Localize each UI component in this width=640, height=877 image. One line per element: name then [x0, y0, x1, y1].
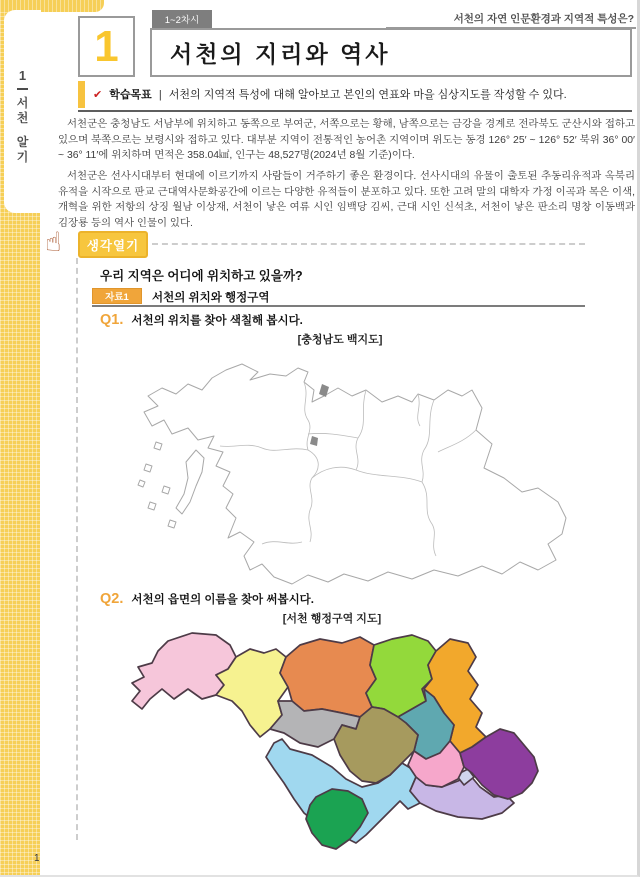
intro-paragraph-2: 서천군은 선사시대부터 현대에 이르기까지 사람들이 거주하기 좋은 환경이다. 선사시대의 유물이 출토된 추동리유적과 옥북리유적을 시작으로 판교 근대역사문화공간에 이르는 다양한 유적들이 분포하고 있다. 또한 고려 말의 대학자 가정 이곡과 목은 이색, 개혁을 위한 저항의 상징 월남 이상재, 서천이 낳은 여류 시인 임백당 김씨, 근대 시인 신석초, 서천이 낳은 판소리 명창 이동백과 김장룡 등의 역사 인물이 있다.	[58, 171, 635, 229]
objective-rule	[78, 110, 632, 112]
header-topic-rule	[386, 27, 636, 29]
intro-paragraph-1: 서천군은 충청남도 서남부에 위치하고 동쪽으로 부여군, 서쪽으로는 황해, 남쪽으로는 금강을 경계로 전라북도 군산시와 접하고 있으며 북쪽으로는 보령시와 접하고 있다. 대부분 지역이 전통적인 농어촌 지역이며 위도는 동경 126° 25′ ~ 126° 52′ 북위 36° 00′ ~ 36° 11′에 위치하며 면적은 358.04㎢, 인구는 48,527명(2024년 8월 기준)이다.	[58, 119, 635, 161]
sidebar-chapter-number: 1	[18, 68, 27, 83]
province-outline	[144, 364, 566, 584]
objective-accent-bar	[78, 81, 85, 108]
learning-objective	[93, 86, 633, 102]
q2-label: Q2.	[100, 591, 124, 607]
sidebar-title-top: 서천	[16, 96, 29, 125]
dashed-rule-vertical	[76, 258, 78, 840]
page-number: 1	[34, 853, 40, 864]
q2-text: 서천의 읍면의 이름을 찾아 써봅시다.	[131, 594, 314, 606]
q1-label: Q1.	[100, 312, 124, 328]
chungnam-outline-map[interactable]	[100, 346, 580, 586]
objective-label: 학습목표	[109, 89, 152, 101]
map1-caption: [충청남도 백지도]	[297, 334, 383, 346]
seocheon-district-map[interactable]	[118, 625, 542, 860]
unit-title: 서천의 지리와 역사	[170, 41, 391, 67]
sidebar-title-bottom: 알기	[16, 135, 29, 164]
sidebar-divider	[17, 88, 28, 90]
question-2-row	[100, 591, 314, 607]
islet-3	[162, 486, 170, 494]
data-source-caption: 서천의 위치와 행정구역	[152, 292, 270, 304]
data-source-rule	[92, 305, 585, 307]
check-icon: ✔	[93, 89, 103, 101]
unit-number: 1	[94, 21, 119, 71]
question-1-row	[100, 312, 303, 328]
objective-divider: |	[158, 89, 162, 101]
district-nw-pink[interactable]	[132, 633, 236, 709]
islet-2	[144, 464, 152, 472]
lesson-session-tab: 1~2차시	[152, 10, 212, 28]
islet-6	[138, 480, 145, 487]
dashed-rule-horizontal	[152, 243, 585, 245]
anmyeondo-island	[176, 450, 204, 514]
header-topic-text: 서천의 자연 인문환경과 지역적 특성은?	[453, 13, 634, 25]
map2-caption: [서천 행정구역 지도]	[282, 613, 382, 625]
q1-text: 서천의 위치를 찾아 색칠해 봅시다.	[131, 315, 303, 327]
islet-1	[154, 442, 162, 450]
islet-5	[168, 520, 176, 528]
islet-4	[148, 502, 156, 510]
data-source-badge: 자료1	[92, 288, 142, 304]
sidebar-chapter-tab	[4, 10, 41, 213]
pointing-hand-icon: ☝	[45, 227, 62, 257]
unit-number-box	[78, 16, 135, 77]
think-opener-badge: 생각열기	[78, 231, 148, 258]
objective-text: 서천의 지역적 특성에 대해 알아보고 본인의 연표와 마을 심상지도를 작성할 수 있다.	[168, 89, 567, 101]
unit-title-box	[150, 28, 632, 77]
opening-question: 우리 지역은 어디에 위치하고 있을까?	[100, 269, 303, 283]
